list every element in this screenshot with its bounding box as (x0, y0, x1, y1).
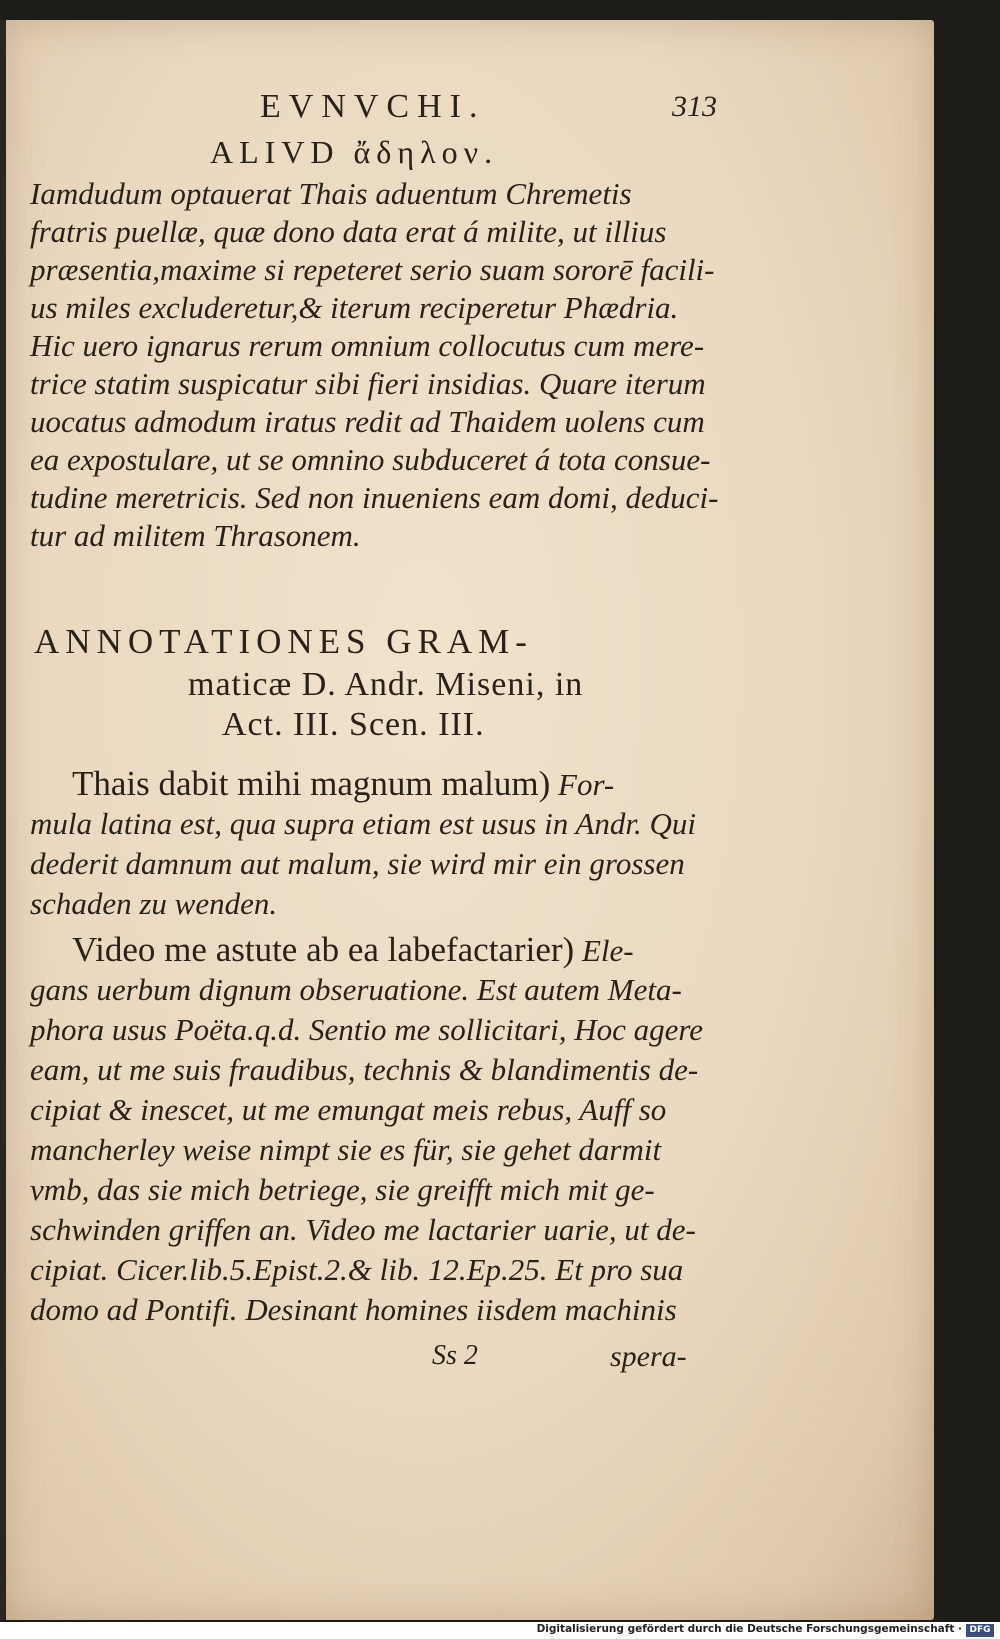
annotation-first-line (72, 764, 614, 804)
annotation-line: domo ad Pontifi. Desinant homines iisdem machinis (30, 1292, 677, 1327)
annotations-heading: Act. III. Scen. III. (222, 706, 485, 743)
catchword: spera- (610, 1340, 687, 1373)
annotation-line: phora usus Poëta.q.d. Sentio me sollicitari, Hoc agere (30, 1012, 704, 1047)
annotation-line: gans uerbum dignum obseruatione. Est autem Meta- (30, 972, 682, 1007)
argument-line: Hic uero ignarus rerum omnium collocutus cum mere- (30, 328, 705, 363)
annotation-line: eam, ut me suis fraudibus, technis & blandimentis de- (30, 1052, 699, 1087)
annotation-line: vmb, das sie mich betriege, sie greifft mich mit ge- (30, 1172, 655, 1207)
annotation-text: Ele- (581, 933, 634, 968)
digitization-credit: Digitalisierung gefördert durch die Deutsche Forschungsgemeinschaft · (536, 1623, 962, 1635)
argument-line: trice statim suspicatur sibi fieri insidias. Quare iterum (30, 366, 706, 401)
argument-line: præsentia,maxime si repeteret serio suam sororē facili- (30, 252, 715, 287)
annotation-first-line (72, 930, 634, 970)
annotation-line: cipiat. Cicer.lib.5.Epist.2.& lib. 12.Ep.25. Et pro sua (30, 1252, 684, 1287)
annotation-line: schaden zu wenden. (30, 886, 278, 921)
argument-line: fratris puellæ, quæ dono data erat á milite, ut illius (30, 214, 667, 249)
annotation-line: cipiat & inescet, ut me emungat meis rebus, Auff so (30, 1092, 667, 1127)
annotations-heading: maticæ D. Andr. Miseni, in (188, 666, 584, 703)
lemma: Video me astute ab ea labefactarier) (72, 930, 575, 969)
annotation-line: mancherley weise nimpt sie es für, sie gehet darmit (30, 1132, 662, 1167)
argument-line: us miles excluderetur,& iterum reciperetur Phædria. (30, 290, 679, 325)
annotation-line: schwinden griffen an. Video me lactarier uarie, ut de- (30, 1212, 696, 1247)
running-head: EVNVCHI. (260, 88, 486, 125)
page-number: 313 (672, 90, 717, 123)
argument-title: ALIVD ἄδηλον. (210, 134, 499, 170)
annotation-text: For- (558, 767, 615, 802)
annotation-line: dederit damnum aut malum, sie wird mir ein grossen (30, 846, 685, 881)
dfg-logo-icon: DFG (966, 1624, 994, 1637)
argument-line: Iamdudum optauerat Thais aduentum Chremetis (30, 176, 632, 211)
annotations-heading: ANNOTATIONES GRAM- (34, 622, 533, 661)
argument-line: ea expostulare, ut se omnino subduceret á tota consue- (30, 442, 711, 477)
lemma: Thais dabit mihi magnum malum) (72, 764, 551, 803)
argument-line: tudine meretricis. Sed non inueniens eam domi, deduci- (30, 480, 719, 515)
binding-edge (0, 20, 6, 1620)
annotation-line: mula latina est, qua supra etiam est usus in Andr. Qui (30, 806, 696, 841)
signature-mark: Ss 2 (432, 1340, 478, 1371)
argument-line: uocatus admodum iratus redit ad Thaidem uolens cum (30, 404, 705, 439)
argument-line: tur ad militem Thrasonem. (30, 518, 361, 553)
